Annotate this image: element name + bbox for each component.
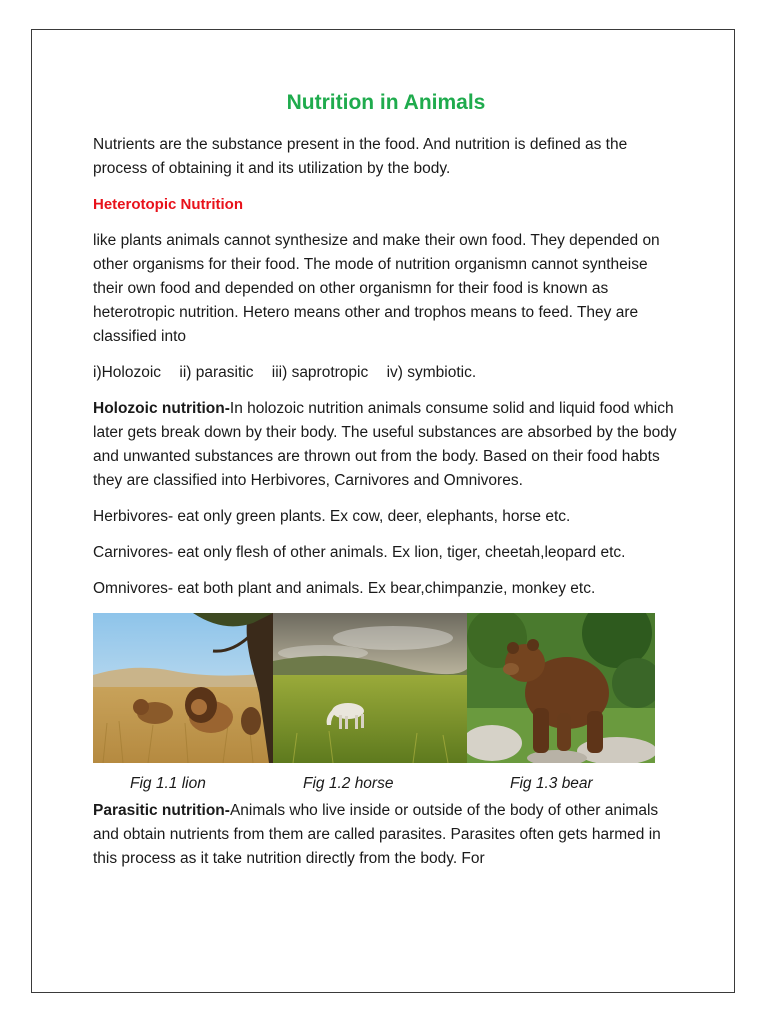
- lion-image: [93, 613, 273, 763]
- holozoic-lead: Holozoic nutrition-: [93, 400, 230, 417]
- lion-caption: Fig 1.1 lion: [130, 775, 206, 792]
- figure-captions: [93, 763, 679, 799]
- carnivores-line: Carnivores- eat only flesh of other animals. Ex lion, tiger, cheetah,leopard etc.: [93, 544, 626, 561]
- holozoic-paragraph: [93, 397, 679, 493]
- bear-image: [467, 613, 655, 763]
- type-saprotropic: iii) saprotropic: [271, 364, 369, 381]
- document-content: [93, 88, 679, 883]
- nutrition-types-line: [93, 361, 679, 385]
- parasitic-paragraph: [93, 799, 679, 871]
- omnivores-line: Omnivores- eat both plant and animals. Ex bear,chimpanzie, monkey etc.: [93, 580, 596, 597]
- figure-strip: [93, 613, 655, 763]
- horse-image: [273, 613, 467, 763]
- type-symbiotic: iv) symbiotic.: [386, 364, 477, 381]
- heterotopic-paragraph: like plants animals cannot synthesize and make their own food. They depended on other organisms for their food. The mode of nutrition organismn cannot syntheise their own food and depended on other organismn for their food is known as heterotropic nutrition. Hetero means other and trophos means to feed. They are classified into: [93, 232, 660, 345]
- horse-caption: Fig 1.2 horse: [303, 775, 394, 792]
- holozoic-text: In holozoic nutrition animals consume solid and liquid food which later gets break down by their body. The useful substances are absorbed by the body and unwanted substances are thrown out from the body. Based on their food habts they are classified into Herbivores, Carnivores and Omnivores.: [93, 400, 677, 489]
- herbivores-line: Herbivores- eat only green plants. Ex cow, deer, elephants, horse etc.: [93, 508, 571, 525]
- heterotopic-heading: Heterotopic Nutrition: [93, 196, 243, 213]
- bear-caption: Fig 1.3 bear: [510, 775, 593, 792]
- intro-paragraph: Nutrients are the substance present in the food. And nutrition is defined as the process of obtaining it and its utilization by the body.: [93, 136, 628, 177]
- parasitic-lead: Parasitic nutrition-: [93, 802, 230, 819]
- parasitic-text: Animals who live inside or outside of the body of other animals and obtain nutrients from them are called parasites. Parasites often gets harmed in this process as it take nutrition directly from the body. For: [93, 802, 661, 867]
- type-holozoic: i)Holozoic: [93, 364, 162, 381]
- page-title: Nutrition in Animals: [286, 91, 486, 114]
- type-parasitic: ii) parasitic: [179, 364, 254, 381]
